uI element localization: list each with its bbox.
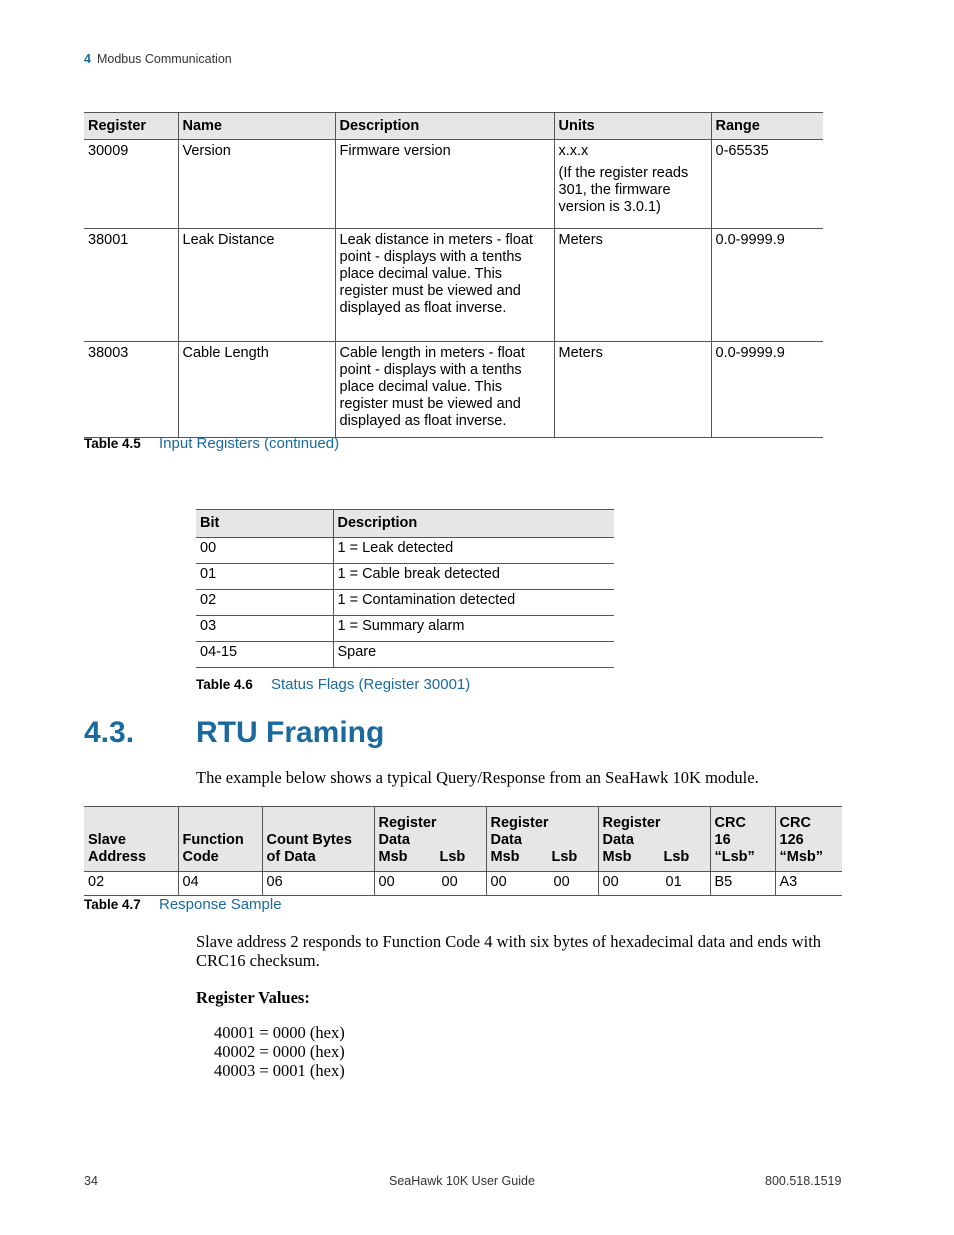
caption-number: Table 4.5	[84, 436, 141, 451]
col-header-range: Range	[711, 113, 823, 140]
section-title: RTU Framing	[196, 716, 385, 749]
table-row	[196, 538, 614, 564]
cell-description: 1 = Summary alarm	[333, 616, 614, 642]
table-header-row	[84, 807, 842, 872]
chapter-number: 4	[84, 52, 91, 66]
cell-register-data-1: 00 00	[374, 872, 486, 896]
caption-text: Input Registers (continued)	[159, 435, 340, 452]
col-header-units: Units	[554, 113, 711, 140]
status-flags-table	[196, 509, 614, 668]
col-header-name: Name	[178, 113, 335, 140]
table-row	[196, 564, 614, 590]
col-header-register-data-1: Register Data Msb Lsb	[374, 807, 486, 872]
cell-units: Meters	[554, 229, 711, 342]
table-row	[84, 342, 823, 438]
running-header	[84, 52, 232, 66]
intro-paragraph: The example below shows a typical Query/Response from an SeaHawk 10K module.	[196, 768, 759, 787]
cell-register-data-3: 00 01	[598, 872, 710, 896]
units-note: (If the register reads 301, the firmware version is 3.0.1)	[558, 165, 689, 215]
cell-function-code: 04	[178, 872, 262, 896]
col-header-register-data-2: Register Data Msb Lsb	[486, 807, 598, 872]
table-row	[84, 140, 823, 229]
table-caption	[196, 676, 470, 693]
table-header-row	[196, 510, 614, 538]
cell-range: 0.0-9999.9	[711, 342, 823, 438]
table-row	[196, 590, 614, 616]
table-row	[84, 229, 823, 342]
table-header-row	[84, 113, 823, 140]
cell-name: Leak Distance	[178, 229, 335, 342]
table-row	[196, 616, 614, 642]
footer-title: SeaHawk 10K User Guide	[389, 1174, 535, 1188]
col-header-function-code: Function Code	[178, 807, 262, 872]
cell-range: 0-65535	[711, 140, 823, 229]
cell-name: Cable Length	[178, 342, 335, 438]
register-values-heading: Register Values:	[196, 988, 310, 1007]
cell-slave-address: 02	[84, 872, 178, 896]
cell-bit: 02	[196, 590, 333, 616]
table-caption	[84, 435, 339, 452]
footer-phone: 800.518.1519	[765, 1174, 842, 1188]
cell-units	[554, 140, 711, 229]
col-header-register: Register	[84, 113, 178, 140]
cell-bit: 01	[196, 564, 333, 590]
cell-register: 30009	[84, 140, 178, 229]
caption-number: Table 4.7	[84, 897, 141, 912]
units-value: x.x.x	[558, 143, 589, 159]
cell-bit: 04-15	[196, 642, 333, 668]
caption-text: Response Sample	[159, 896, 282, 913]
cell-description: Cable length in meters - float point - displays with a tenths place decimal value. This register must be viewed and displayed as float inverse.	[335, 342, 554, 438]
cell-description: 1 = Contamination detected	[333, 590, 614, 616]
cell-count-bytes: 06	[262, 872, 374, 896]
input-registers-table	[84, 112, 823, 438]
cell-register-data-2: 00 00	[486, 872, 598, 896]
section-heading	[84, 716, 384, 750]
section-number: 4.3.	[84, 716, 135, 749]
col-header-slave-address: Slave Address	[84, 807, 178, 872]
cell-bit: 03	[196, 616, 333, 642]
cell-description: Spare	[333, 642, 614, 668]
cell-bit: 00	[196, 538, 333, 564]
col-header-description: Description	[333, 510, 614, 538]
cell-register: 38001	[84, 229, 178, 342]
cell-units: Meters	[554, 342, 711, 438]
table-row	[196, 642, 614, 668]
caption-number: Table 4.6	[196, 677, 253, 692]
response-sample-table	[84, 806, 842, 896]
cell-description: Leak distance in meters - float point - displays with a tenths place decimal value. This register must be viewed and displayed as float inverse.	[335, 229, 554, 342]
col-header-crc16: CRC 16 “Lsb”	[710, 807, 775, 872]
col-header-bit: Bit	[196, 510, 333, 538]
page-number: 34	[84, 1174, 98, 1188]
caption-text: Status Flags (Register 30001)	[271, 676, 471, 693]
cell-crc126: A3	[775, 872, 842, 896]
cell-register: 38003	[84, 342, 178, 438]
col-header-register-data-3: Register Data Msb Lsb	[598, 807, 710, 872]
cell-description: 1 = Leak detected	[333, 538, 614, 564]
list-item: 40003 = 0001 (hex)	[214, 1061, 345, 1080]
explanation-paragraph: Slave address 2 responds to Function Code 4 with six bytes of hexadecimal data and ends with CRC16 checksum.	[196, 932, 822, 970]
cell-description: 1 = Cable break detected	[333, 564, 614, 590]
register-values-list	[214, 1023, 345, 1080]
cell-name: Version	[178, 140, 335, 229]
cell-description: Firmware version	[335, 140, 554, 229]
list-item: 40002 = 0000 (hex)	[214, 1042, 345, 1061]
table-caption	[84, 896, 282, 913]
table-row	[84, 872, 842, 896]
cell-range: 0.0-9999.9	[711, 229, 823, 342]
col-header-crc126: CRC 126 “Msb”	[775, 807, 842, 872]
list-item: 40001 = 0000 (hex)	[214, 1023, 345, 1042]
cell-crc16: B5	[710, 872, 775, 896]
col-header-count-bytes: Count Bytes of Data	[262, 807, 374, 872]
col-header-description: Description	[335, 113, 554, 140]
chapter-title: Modbus Communication	[96, 52, 232, 66]
